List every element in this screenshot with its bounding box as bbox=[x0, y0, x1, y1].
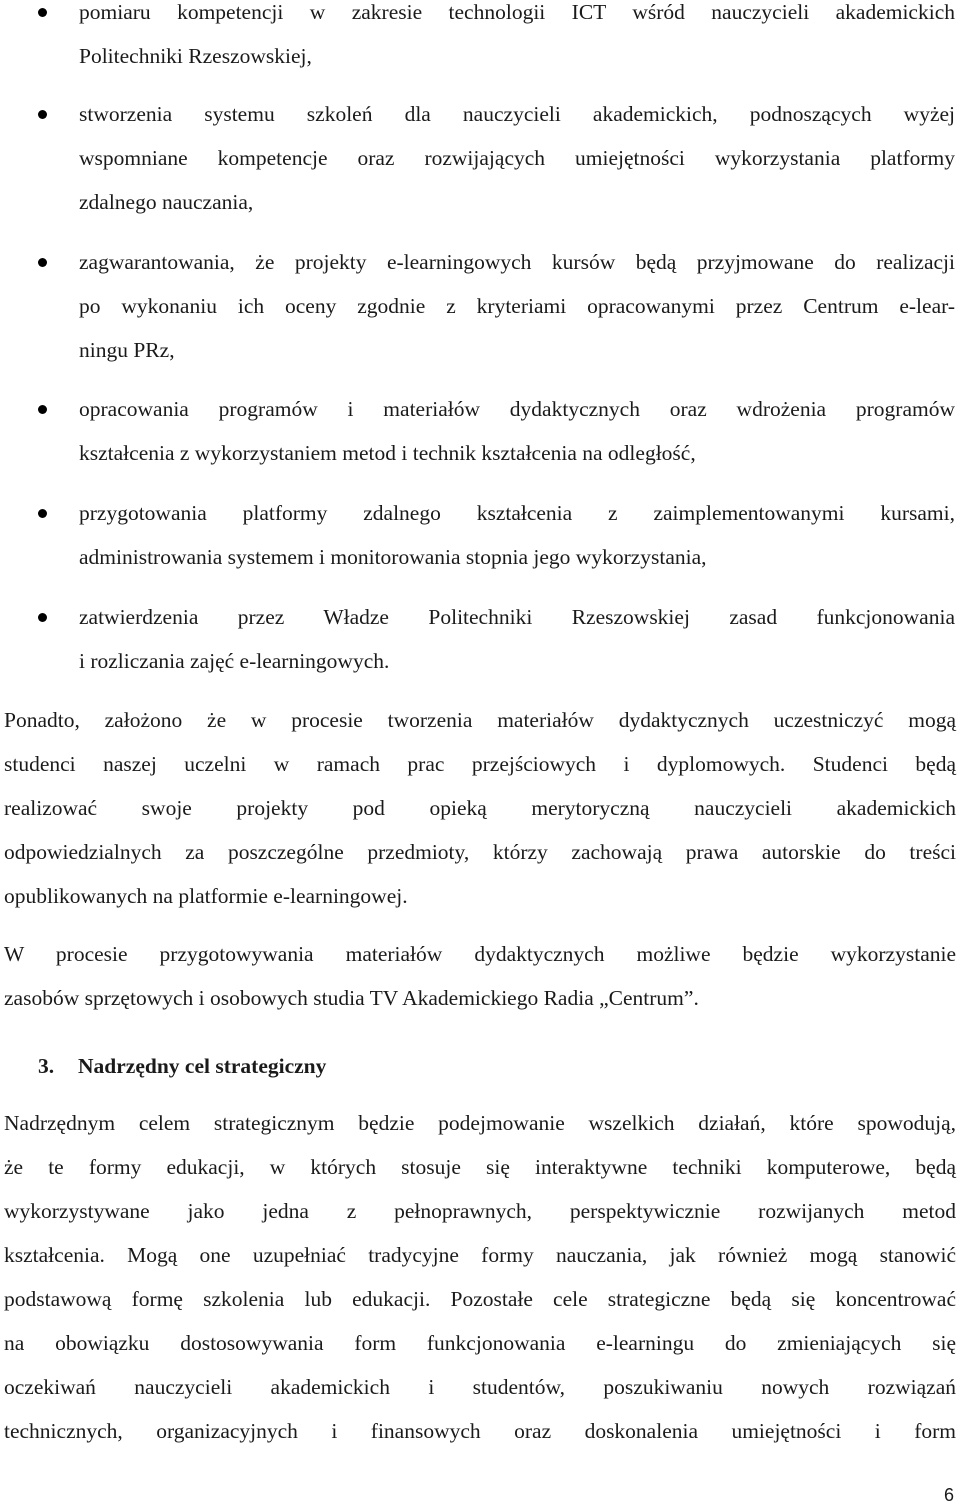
section-heading bbox=[38, 1044, 326, 1088]
text-line: wspomniane kompetencje oraz rozwijających umiejętności wykorzystania platformy bbox=[79, 146, 955, 170]
paragraph-students bbox=[4, 698, 956, 918]
text-line: i rozliczania zajęć e-learningowych. bbox=[79, 649, 390, 673]
text-line: stworzenia systemu szkoleń dla nauczycieli akademickich, podnoszących wyżej bbox=[79, 102, 955, 126]
paragraph-strategic-goal bbox=[4, 1101, 956, 1453]
text-line: odpowiedzialnych za poszczególne przedmioty, którzy zachowają prawa autorskie do treści bbox=[4, 840, 956, 864]
section-number: 3. bbox=[38, 1054, 55, 1078]
text-line: pomiaru kompetencji w zakresie technologii ICT wśród nauczycieli akademickich bbox=[79, 0, 955, 24]
section-title: Nadrzędny cel strategiczny bbox=[78, 1054, 327, 1078]
text-line: Politechniki Rzeszowskiej, bbox=[79, 44, 312, 68]
text-line: po wykonaniu ich oceny zgodnie z kryteriami opracowanymi przez Centrum e-lear- bbox=[79, 294, 955, 318]
list-item-text bbox=[79, 491, 955, 579]
text-line: W procesie przygotowywania materiałów dydaktycznych możliwe będzie wykorzystanie bbox=[4, 942, 956, 966]
list-item-text bbox=[79, 387, 955, 475]
bullet-icon bbox=[38, 509, 47, 518]
list-item-text bbox=[79, 92, 955, 224]
text-line: przygotowania platformy zdalnego kształcenia z zaimplementowanymi kursami, bbox=[79, 501, 955, 525]
text-line: technicznych, organizacyjnych i finansowych oraz doskonalenia umiejętności i form bbox=[4, 1419, 956, 1443]
list-item-text bbox=[79, 595, 955, 683]
text-line: kształcenia. Mogą one uzupełniać tradycyjne formy nauczania, jak również mogą stanowić bbox=[4, 1243, 956, 1267]
list-item-text bbox=[79, 240, 955, 372]
text-line: studenci naszej uczelni w ramach prac przejściowych i dyplomowych. Studenci będą bbox=[4, 752, 956, 776]
text-line: na obowiązku dostosowywania form funkcjonowania e-learningu do zmieniających się bbox=[4, 1331, 956, 1355]
text-line: że te formy edukacji, w których stosuje się interaktywne techniki komputerowe, będą bbox=[4, 1155, 956, 1179]
text-line: oczekiwań nauczycieli akademickich i studentów, poszukiwaniu nowych rozwiązań bbox=[4, 1375, 956, 1399]
page-number: 6 bbox=[943, 1485, 954, 1505]
bullet-icon bbox=[38, 405, 47, 414]
text-line: administrowania systemem i monitorowania stopnia jego wykorzystania, bbox=[79, 545, 707, 569]
bullet-icon bbox=[38, 258, 47, 267]
list-item-text bbox=[79, 0, 955, 78]
text-line: zasobów sprzętowych i osobowych studia TV Akademickiego Radia „Centrum”. bbox=[4, 986, 699, 1010]
text-line: opracowania programów i materiałów dydaktycznych oraz wdrożenia programów bbox=[79, 397, 955, 421]
bullet-icon bbox=[38, 8, 47, 17]
text-line: kształcenia z wykorzystaniem metod i technik kształcenia na odległość, bbox=[79, 441, 696, 465]
bullet-icon bbox=[38, 613, 47, 622]
text-line: zdalnego nauczania, bbox=[79, 190, 254, 214]
paragraph-resources bbox=[4, 932, 956, 1020]
bullet-icon bbox=[38, 110, 47, 119]
text-line: wykorzystywane jako jedna z pełnoprawnych, perspektywicznie rozwijanych metod bbox=[4, 1199, 956, 1223]
text-line: zagwarantowania, że projekty e-learningowych kursów będą przyjmowane do realizacji bbox=[79, 250, 955, 274]
text-line: ningu PRz, bbox=[79, 338, 175, 362]
text-line: zatwierdzenia przez Władze Politechniki Rzeszowskiej zasad funkcjonowania bbox=[79, 605, 955, 629]
text-line: Ponadto, założono że w procesie tworzenia materiałów dydaktycznych uczestniczyć mogą bbox=[4, 708, 956, 732]
text-line: podstawową formę szkolenia lub edukacji. Pozostałe cele strategiczne będą się koncentrować bbox=[4, 1287, 956, 1311]
text-line: Nadrzędnym celem strategicznym będzie podejmowanie wszelkich działań, które spowodują, bbox=[4, 1111, 956, 1135]
text-line: realizować swoje projekty pod opieką merytoryczną nauczycieli akademickich bbox=[4, 796, 956, 820]
text-line: opublikowanych na platformie e-learningowej. bbox=[4, 884, 408, 908]
